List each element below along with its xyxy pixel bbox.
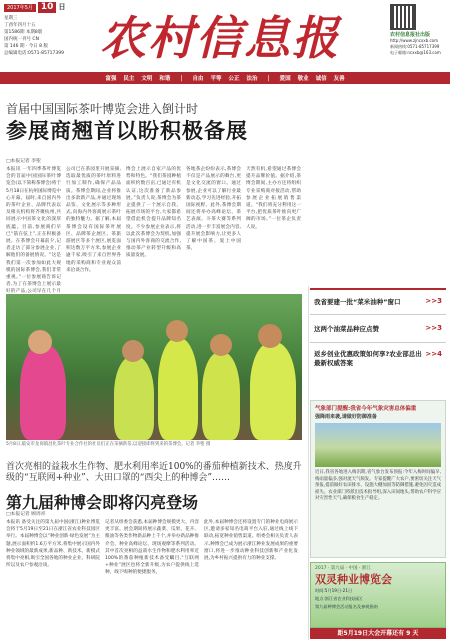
story2-body — [6, 519, 298, 635]
masthead-weekday: 星期三 — [4, 16, 18, 21]
story1-headline[interactable]: 参展商翘首以盼积极备展 — [6, 118, 248, 143]
expo-title: 双灵种业博览会 — [315, 573, 392, 586]
masthead-issue: 10 — [38, 2, 57, 13]
story2-byline: □本报记者 顾周祥 — [6, 512, 46, 517]
photo-figure — [202, 352, 240, 440]
expo-detail: 地点:浙江省农业科技园区 — [315, 596, 363, 601]
divider — [310, 314, 446, 315]
masthead-issue-suffix: 日 — [58, 3, 66, 11]
photo-figure — [20, 344, 66, 440]
feature-body: 近日,我省各地进入梅汛期,省气象台发布预报:今年入梅时间偏早,梅雨量偏多,强对流天气频发。专家提醒广大农户,要密切关注天气预报,提前做好农田排水、设施大棚加固等防御措施,避免因灾造成损失。农业部门将派出技术指导组,深入田间地头,帮助农户科学应对灾害性天气,确保粮食生产稳定。 — [315, 470, 441, 502]
divider: | — [267, 74, 270, 82]
photo-figure — [250, 342, 296, 440]
link-box-1[interactable] — [310, 288, 446, 312]
feature-image — [315, 423, 441, 467]
story2-kicker: 首次亮相的益栽水生作物、肥水利用率近100%的番茄种植新技术、热度升级的“互联网+种业”、大田口罩的“西尖上的种博会”…… — [6, 462, 302, 483]
core-values-bar — [0, 72, 450, 84]
value-item: 法治 — [246, 76, 258, 82]
story1-column: 博会上展示自家产品的优势和特色。“我们茶园种植面积约数百亩,已通过有机认证,这次准备了新品参展。”负责人说,茶博会为茶企提供了一个展示自我、拓展市场的平台,大家都希望借此机会提升品牌知名度。不少参展企业表示,将以此次茶博会为契机,加强与国内外客商的交流合作,推动茶产业转型升级和高质量发展。 — [126, 167, 181, 259]
value-item: 富强 — [105, 76, 117, 82]
story1-body — [6, 166, 301, 295]
publisher-line-2: 新闻热线:0571-85717399 — [390, 44, 440, 49]
arrow-right-icon[interactable]: >>3 — [425, 324, 442, 332]
link-title[interactable]: 这两个油菜品种应点赞 — [314, 324, 379, 333]
masthead-meta-4: 总编辑电话:0571-85717399 — [4, 51, 64, 56]
story2-column: 此外,本届种博会还将设置专门的种业电商展示区,邀请多家知名电商平台入驻,通过线上线下联动,拓宽种业销售渠道。组委会相关负责人表示,种博会已成为展示浙江种业发展成果的重要窗口,将进一步推动种业科技创新和产业化发展,为乡村振兴提供有力的种业支撑。 — [204, 520, 298, 562]
photo-figure — [28, 330, 52, 354]
link-title[interactable]: 我省要建一批“菜米油种”窗口 — [314, 297, 401, 306]
publisher-line-1[interactable]: http://www.zjncxxb.com — [390, 38, 439, 43]
story2-headline[interactable]: 第九届种博会即将闪亮登场 — [6, 493, 199, 512]
story1-column: 各地茶企纷纷表示,茶博会不仅是产品展示的舞台,更是文化交流的窗口。通过参展,企业可以了解行业最新动态,学习先进经验,开拓国际视野。此外,茶博会期间还将举办高峰论坛、茶艺表演、斗茶大赛等系列活动,进一步丰富展会内容,提升展会影响力,让更多人了解中国茶、爱上中国茶。 — [186, 167, 241, 252]
feature-subtitle: 强降雨来袭,请做好防御准备 — [315, 414, 377, 420]
link-title[interactable]: 返乡创业优惠政策如何享?农业部总出最新权威答案 — [314, 350, 422, 367]
publisher-line-3: 电子邮箱:ncxxb@163.com — [390, 50, 441, 55]
story1-byline: □本报记者 李聖 — [6, 159, 41, 164]
story1-column: 公司已在茶园里开展采摘,选取最优质的茶叶原料进行加工制作,确保产品品质。茶博会期间,企业将推出多款新产品,并通过现场品鉴、文化展示等多种形式,向海内外客商展示茶叶的独特魅力。据了解,本届茶博会设有国际茶叶展区、品牌茶企展区、茶旅游展区等多个展区,展览面积达数万平方米,参展企业逾千家,吸引了来自世界各地的采购商和专业观众前来洽谈合作。 — [66, 167, 121, 273]
feature-title: 气象部门提醒:我省今年气象灾害总体偏重 — [315, 406, 417, 412]
value-item: 和谐 — [159, 76, 171, 82]
arrow-right-icon[interactable]: >>3 — [425, 297, 442, 305]
values-group-3 — [280, 74, 345, 82]
value-item: 文明 — [141, 76, 153, 82]
masthead-right — [390, 4, 448, 56]
qr-code-icon[interactable] — [390, 4, 416, 30]
seed-expo-ad[interactable] — [310, 562, 446, 628]
value-item: 爱国 — [279, 76, 291, 82]
masthead-lunar: 丁酉年四月十五 — [4, 23, 36, 28]
publisher-brand: 农村信息报社出版 — [390, 32, 431, 38]
arrow-right-icon[interactable]: >>4 — [425, 350, 442, 358]
story1-kicker: 首届中国国际茶叶博览会进入倒计时 — [6, 102, 199, 116]
value-item: 自由 — [192, 76, 204, 82]
photo-figure — [166, 320, 188, 342]
value-item: 友善 — [333, 76, 345, 82]
photo-figure — [210, 334, 232, 356]
tea-picking-photo[interactable] — [6, 294, 302, 440]
masthead-date: 2017年5月 — [4, 4, 36, 12]
expo-detail: 时间:5月19日-21日 — [315, 588, 353, 593]
photo-figure — [122, 340, 144, 362]
story2-column: 本报讯 备受关注的第九届中国(浙江)种业博览会将于5月19日至21日在浙江省农业科技园区举行。本届种博会以“种业创新·绿色发展”为主题,展示面积约1.6万平方米,将集中展示国内外种业领域的最新成果,新品种、新技术、新模式将集中亮相,吸引全国各地的种业企业、科研院所以及农户参观洽谈。 — [6, 520, 100, 569]
values-group-2 — [192, 74, 257, 82]
photo-caption: 5月8日,临安市龙岗镇昌化茶叶专业合作社的社员们正在采摘新茶,以迎接即将到来的茶博会。记者 李聖 摄 — [6, 442, 211, 447]
masthead-info — [4, 2, 90, 57]
value-item: 诚信 — [315, 76, 327, 82]
newspaper-title: 农村信息报 — [100, 11, 340, 65]
expo-line: 2017 · 第九届 · 中国 · 浙江 — [315, 566, 371, 571]
weather-feature[interactable] — [310, 400, 446, 558]
masthead — [0, 0, 450, 76]
values-group-1 — [105, 74, 170, 82]
masthead-meta-1: 第1586期 本期8版 — [4, 30, 43, 35]
link-box-2[interactable] — [310, 316, 446, 340]
story1-column: 天然有机,希望通过茶博会提升品牌价值。据介绍,茶博会期间,主办方还将组织专业采购商对接活动,帮助参展企业拓展销售渠道。“我们将充分利用这一平台,把优质茶叶推向更广阔的市场。”一位茶企负责人说。 — [246, 167, 301, 230]
value-item: 敬业 — [297, 76, 309, 82]
value-item: 民主 — [123, 76, 135, 82]
story1-column: 本报讯 一年四季茶叶博览会的首届中国国际茶叶博览会(以下简称茶博会)将于5月18日在杭州国际博览中心开幕。届时,来自国内外的茶叶企业、品牌代表以及相关机构将齐聚杭州,共同展示中国茶文化的深厚底蕴。目前,参展商们早已“箭在弦上”,正在积极备展。在茶博会开幕前夕,记者走访了部分参展企业,了解他们的备展情况。“这是我们第一次参加如此大规模的国际茶博会,我们非常重视。”一位参展商告诉记者,为了在茶博会上展示最好的产品,公司早在几个月 — [6, 167, 61, 295]
photo-figure — [258, 324, 282, 348]
link-box-3[interactable] — [310, 350, 446, 386]
story2-column: 记者从组委会获悉,本届种博会规模更大、内容更丰富。展会期间将展示蔬菜、瓜果、花卉、粮油等各类作物新品种上千个,并举办新品种推介会、种业高峰论坛、现场观摩等系列活动。其中首次亮相的益栽水生作物和肥水利用率近100%的番茄种植新技术备受瞩目,“互联网+种业”展区也将全新升级,为农户提供线上选种、线下购种的便捷服务。 — [105, 520, 199, 576]
divider: | — [180, 74, 183, 82]
value-item: 公正 — [228, 76, 240, 82]
value-item: 平等 — [210, 76, 222, 82]
column-divider — [308, 286, 309, 640]
masthead-meta-2: 国内统一刊号 CN — [4, 37, 39, 42]
divider — [310, 342, 446, 343]
photo-figure — [158, 338, 198, 440]
expo-detail: 第九届种博会活动报名及参观指南 — [315, 604, 378, 609]
expo-countdown: 距5月19日大会开幕还有 9 天 — [310, 628, 446, 639]
photo-figure — [114, 356, 154, 440]
masthead-meta-3: 第 146 期 · 今日 8 版 — [4, 44, 48, 49]
